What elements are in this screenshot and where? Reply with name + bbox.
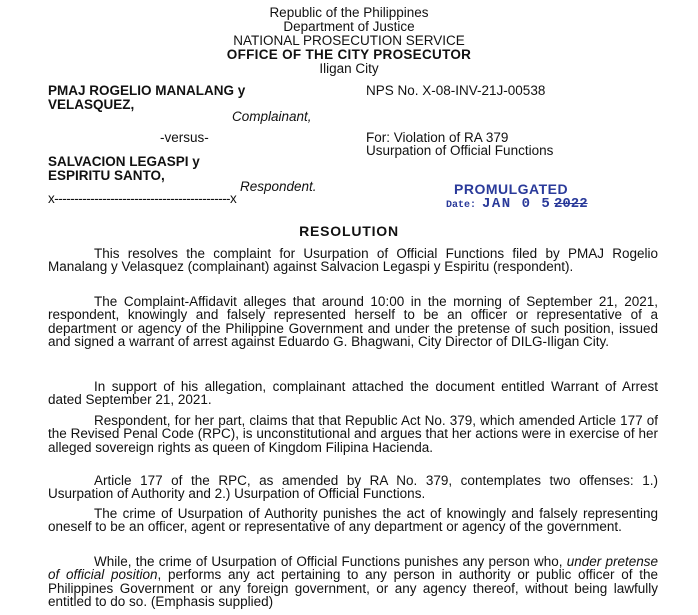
paragraph-4: Respondent, for her part, claims that that Republic Act No. 379, which amended Article 177 of the Revised Penal Code (RPC), is unconstitutional and argues that her actions were in exercise of her alleged sovereign rights as queen of Kingdom Filipina Hacienda. bbox=[48, 413, 658, 455]
header-city: Iligan City bbox=[319, 61, 379, 76]
complainant-role: Complainant, bbox=[232, 109, 312, 124]
stamp-label: PROMULGATED bbox=[454, 181, 569, 197]
for-violation: For: Violation of RA 379 bbox=[366, 130, 509, 145]
paragraph-7-start: While, the crime of Usurpation of Official Functions punishes any person who, bbox=[94, 554, 567, 569]
stamp-date-value: JAN 0 5 bbox=[482, 196, 552, 212]
respondent-role: Respondent. bbox=[240, 179, 317, 194]
paragraph-7-end: , performs any act pertaining to any person in authority or public officer of the Philippines Government or any foreign government, or any agency thereof, without being lawfully entitled to do so. (Emphasis supplied) bbox=[48, 567, 659, 610]
stamp-date-label: Date: bbox=[446, 200, 477, 211]
document-header bbox=[0, 6, 698, 76]
paragraph-7 bbox=[48, 555, 658, 609]
header-department: Department of Justice bbox=[283, 19, 415, 34]
versus-label: -versus- bbox=[160, 130, 209, 145]
paragraph-2: The Complaint-Affidavit alleges that around 10:00 in the morning of September 21, 2021, respondent, knowingly and falsely represented herself to be an officer or representative of a department or agency of the Philippine Government and under the pretense of such position, issued and signed a warrant of arrest against Eduardo G. Bhagwani, City Director of DILG-Iligan City. bbox=[48, 294, 658, 350]
paragraph-5: Article 177 of the RPC, as amended by RA No. 379, contemplates two offenses: 1.) Usurpation of Authority and 2.) Usurpation of Official Functions. bbox=[48, 473, 658, 502]
complainant-name-line1: PMAJ ROGELIO MANALANG y bbox=[48, 83, 246, 98]
respondent-name-line2: ESPIRITU SANTO, bbox=[48, 168, 165, 183]
header-office: OFFICE OF THE CITY PROSECUTOR bbox=[226, 47, 472, 62]
header-republic: Republic of the Philippines bbox=[269, 5, 429, 20]
header-service: NATIONAL PROSECUTION SERVICE bbox=[233, 33, 465, 48]
stamp-date-year: 2022 bbox=[554, 196, 588, 212]
paragraph-6: The crime of Usurpation of Authority punishes the act of knowingly and falsely representing oneself to be an officer, agent or representative of any department or agency of the government. bbox=[48, 506, 658, 535]
promulgated-stamp bbox=[446, 181, 606, 217]
caption-separator: x--------------------------------------------x bbox=[48, 191, 237, 206]
complainant-name-line2: VELASQUEZ, bbox=[48, 97, 135, 112]
paragraph-7-emphasis: under pretense of official position bbox=[48, 554, 658, 583]
document-title: RESOLUTION bbox=[299, 223, 399, 239]
paragraph-3: In support of his allegation, complainant attached the document entitled Warrant of Arrest dated September 21, 2021. bbox=[48, 379, 658, 408]
for-offense: Usurpation of Official Functions bbox=[366, 143, 554, 158]
paragraph-1: This resolves the complaint for Usurpation of Official Functions filed by PMAJ Rogelio Manalang y Velasquez (complainant) against Salvacion Legaspi y Espiritu (respondent). bbox=[48, 246, 658, 275]
nps-number: NPS No. X-08-INV-21J-00538 bbox=[366, 83, 546, 98]
respondent-name-line1: SALVACION LEGASPI y bbox=[48, 154, 200, 169]
